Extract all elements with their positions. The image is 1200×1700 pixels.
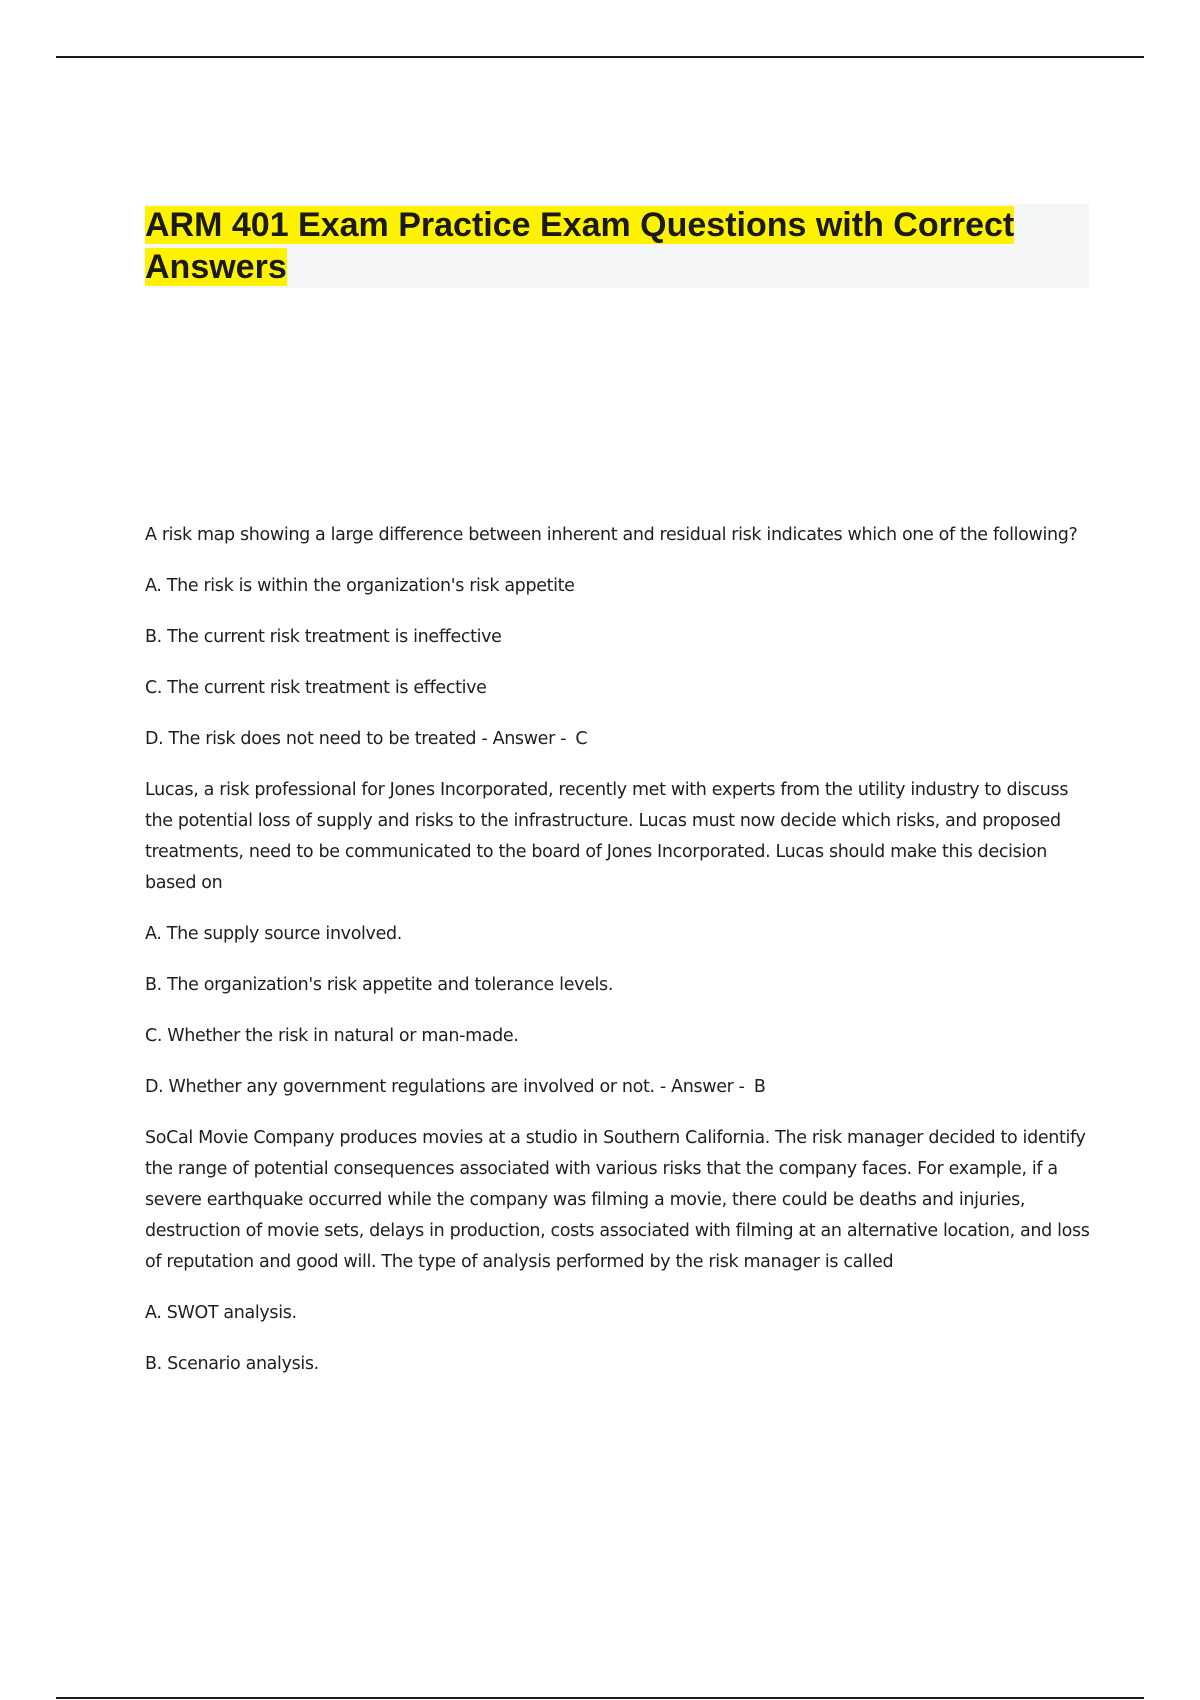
question-2-option-d-text: D. Whether any government regulations are involved or not. - Answer - <box>145 1077 745 1097</box>
question-2-answer: B <box>753 1077 766 1097</box>
question-3-option-b: B. Scenario analysis. <box>145 1354 319 1374</box>
question-2-option-c: C. Whether the risk in natural or man-made. <box>145 1026 519 1046</box>
question-stem-1: A risk map showing a large difference between inherent and residual risk indicates which one of the following? <box>145 525 1078 545</box>
question-1-answer: C <box>575 729 588 749</box>
question-stem-2: Lucas, a risk professional for Jones Incorporated, recently met with experts from the utility industry to discuss the potential loss of supply and risks to the infrastructure. Lucas must now decide which risks, and proposed treatments, need to be communicated to the board of Jones Incorporated. Lucas should make this decision based on <box>145 780 1069 893</box>
title-block <box>145 204 1089 288</box>
question-3-option-a: A. SWOT analysis. <box>145 1303 297 1323</box>
question-2-option-b: B. The organization's risk appetite and tolerance levels. <box>145 975 614 995</box>
question-1-option-a: A. The risk is within the organization's risk appetite <box>145 576 575 596</box>
document-title <box>145 204 1089 288</box>
question-1-option-d-text: D. The risk does not need to be treated - Answer - <box>145 729 567 749</box>
footer-rule <box>56 1697 1144 1699</box>
document-body <box>145 520 1090 1400</box>
question-1-option-c: C. The current risk treatment is effective <box>145 678 487 698</box>
question-1-option-d <box>145 724 1090 755</box>
question-2-option-d <box>145 1072 1090 1103</box>
header-rule <box>56 56 1144 58</box>
title-highlight: ARM 401 Exam Practice Exam Questions with Correct Answers <box>145 206 1015 286</box>
question-2-option-a: A. The supply source involved. <box>145 924 402 944</box>
question-stem-3: SoCal Movie Company produces movies at a studio in Southern California. The risk manager decided to identify the range of potential consequences associated with various risks that the company faces. For example, if a severe earthquake occurred while the company was filming a movie, there could be deaths and injuries, destruction of movie sets, delays in production, costs associated with filming at an alternative location, and loss of reputation and good will. The type of analysis performed by the risk manager is called <box>145 1128 1090 1272</box>
question-1-option-b: B. The current risk treatment is ineffective <box>145 627 502 647</box>
